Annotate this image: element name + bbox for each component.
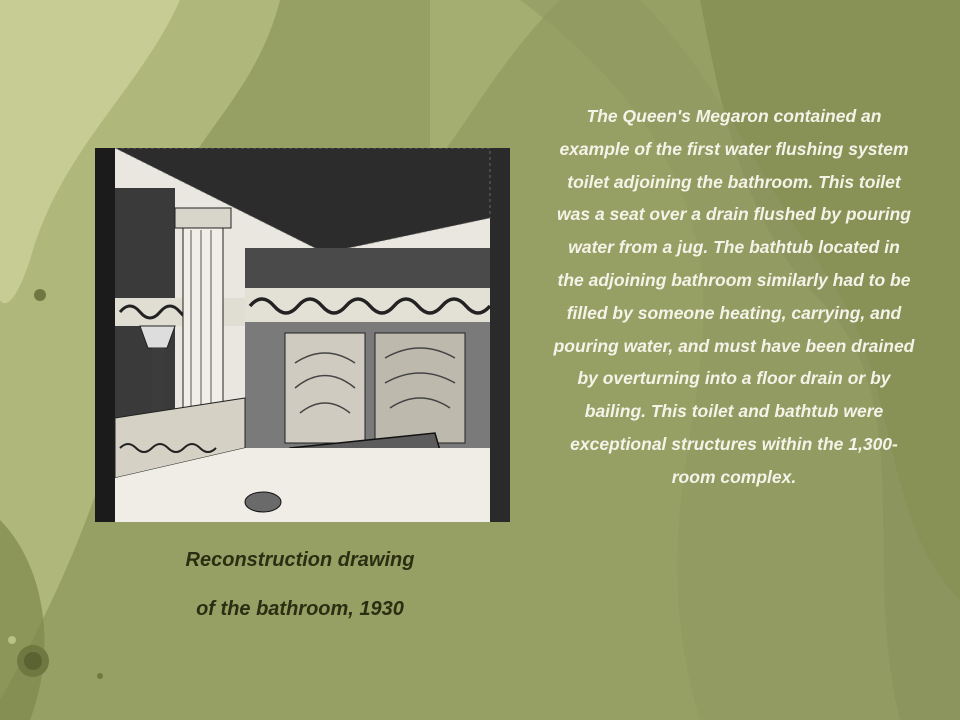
description-paragraph: The Queen's Megaron contained an example of the first water flushing system toilet adjoining the bathroom. This toilet was a seat over a drain flushed by pouring water from a jug. The bathtub located in the adjoining bathroom similarly had to be filled by someone heating, carrying, and pouring water, and must have been drained by overturning into a floor drain or by bailing. This toilet and bathtub were exceptional structures within the 1,300-room complex.: [553, 106, 915, 487]
image-caption-line-2: of the bathroom, 1930: [196, 598, 404, 620]
image-caption-line-1: Reconstruction drawing: [185, 549, 415, 571]
reconstruction-drawing-image: [95, 148, 510, 522]
